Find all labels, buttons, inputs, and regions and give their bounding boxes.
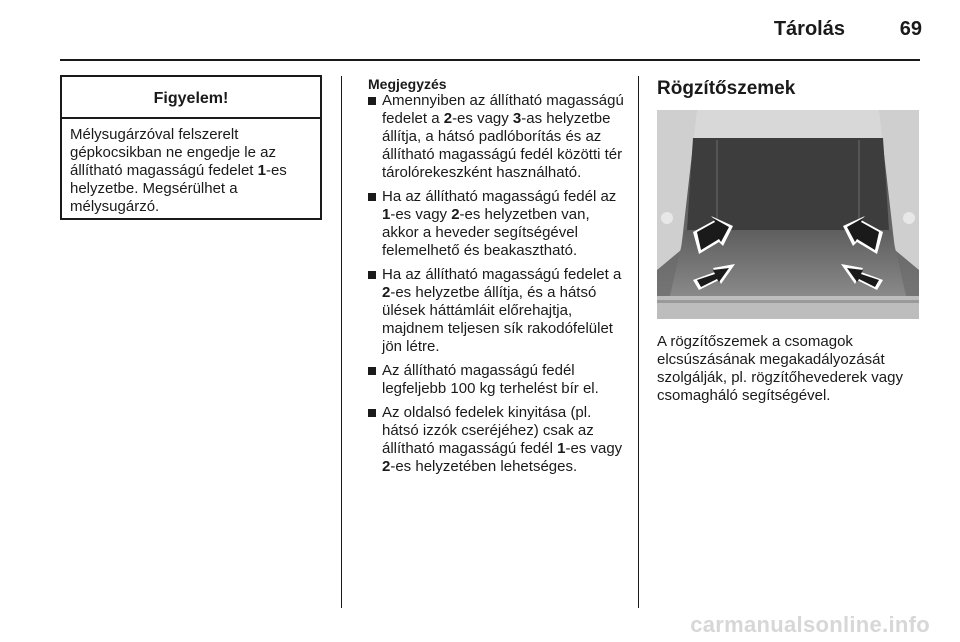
position-number: 2 — [443, 110, 453, 127]
note-column — [368, 76, 626, 482]
warning-box — [60, 75, 322, 220]
text-run: -es helyzetben van, akkor a heveder segítségével felemelhető és beakasztható. — [382, 206, 590, 259]
text-run: -es helyzetében lehetséges. — [390, 458, 578, 475]
bullet-square-icon — [368, 193, 376, 201]
text-run: Mélysugárzóval felszerelt gépkocsikban ne engedje le az állítható magasságú fedelet — [70, 126, 276, 179]
position-number: 1 — [382, 206, 391, 223]
text-run: Amennyiben az állítható magasságú fedelet a — [382, 92, 624, 127]
header-title: Tárolás — [773, 18, 845, 40]
trunk-illustration — [657, 110, 919, 319]
text-run: Ha az állítható magasságú fedelet a — [382, 266, 622, 283]
note-list-item — [368, 92, 626, 182]
position-number: 2 — [382, 284, 391, 301]
position-number: 1 — [557, 440, 566, 457]
section-title: Rögzítőszemek — [657, 78, 796, 99]
warning-heading: Figyelem! — [62, 77, 320, 119]
text-run: Az oldalsó fedelek kinyitása (pl. hátsó izzók cseréjéhez) csak az állítható magasságú fedél — [382, 404, 594, 457]
page-number: 69 — [899, 18, 922, 40]
note-list-item — [368, 188, 626, 260]
bullet-square-icon — [368, 271, 376, 279]
note-list-item — [368, 266, 626, 356]
section-caption: A rögzítőszemek a csomagok elcsúszásának megakadályozását szolgálják, pl. rögzítőhevederek vagy csomagháló segítségével. — [657, 333, 903, 404]
position-number: 2 — [451, 206, 460, 223]
note-list-item — [368, 362, 626, 398]
text-run: Az állítható magasságú fedél legfeljebb 100 kg terhelést bír el. — [382, 362, 599, 397]
text-run: -es vagy — [390, 206, 452, 223]
section-column — [657, 78, 921, 405]
text-run: -as helyzetbe állítja, a hátsó padlóborítás és az állítható magasságú fedél közötti tér tárolórekeszként használható. — [382, 110, 623, 181]
column-divider-left — [341, 76, 342, 608]
text-run: -es vagy — [452, 110, 513, 127]
note-title: Megjegyzés — [368, 76, 447, 92]
warning-text — [62, 119, 320, 216]
column-divider-right — [638, 76, 639, 608]
bullet-square-icon — [368, 409, 376, 417]
bullet-square-icon — [368, 367, 376, 375]
bullet-square-icon — [368, 97, 376, 105]
position-number: 3 — [512, 110, 522, 127]
position-number: 2 — [382, 458, 391, 475]
text-run: -es helyzetbe állítja, és a hátsó ülések háttámláit előrehajtja, majdnem teljesen sík rakodófelület jön létre. — [382, 284, 613, 355]
position-number: 1 — [257, 162, 266, 179]
watermark: carmanualsonline.info — [690, 612, 930, 637]
header-divider — [60, 59, 920, 61]
text-run: Ha az állítható magasságú fedél az — [382, 188, 617, 205]
text-run: -es helyzetbe. Megsérülhet a mélysugárzó. — [70, 162, 287, 215]
trunk-photo — [657, 110, 919, 319]
note-list — [368, 92, 626, 476]
text-run: -es vagy — [565, 440, 623, 457]
note-list-item — [368, 404, 626, 476]
